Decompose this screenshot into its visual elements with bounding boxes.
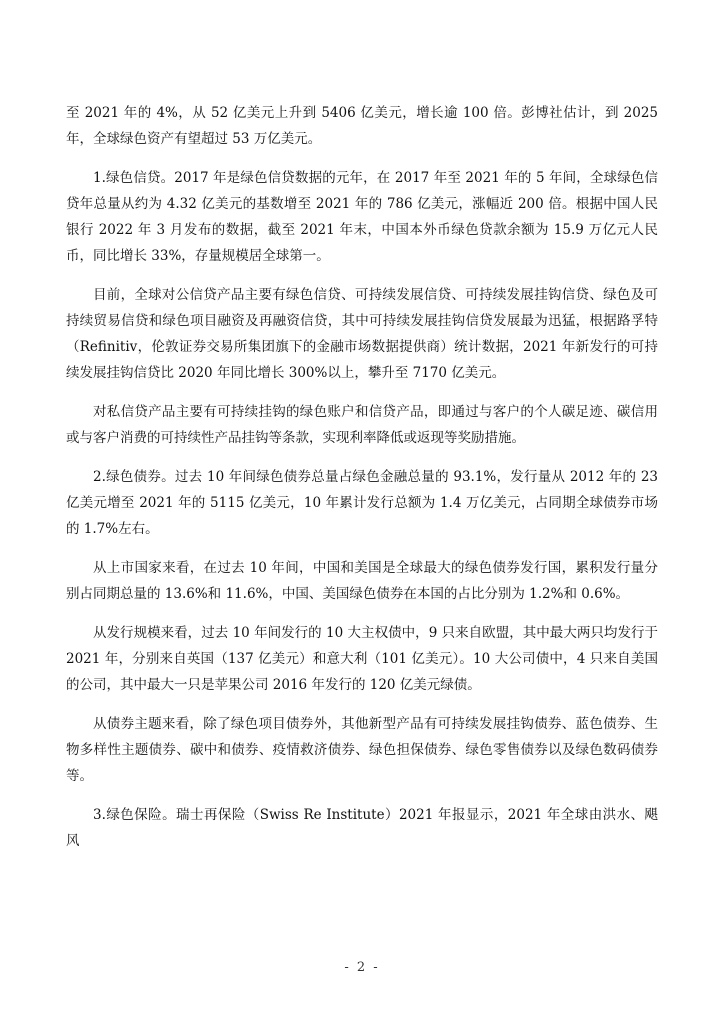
- paragraph-green-bonds: 2.绿色债券。过去 10 年间绿色债券总量占绿色金融总量的 93.1%，发行量从 2012 年的 23 亿美元增至 2021 年的 5115 亿美元，10 年累计发行总额为 1.4 万亿美元，占同期全球债券市场的 1.7%左右。: [66, 469, 658, 537]
- paragraph-bond-themes: 从债券主题来看，除了绿色项目债券外，其他新型产品有可持续发展挂钩债券、蓝色债券、生物多样性主题债券、碳中和债券、疫情救济债券、绿色担保债券、绿色零售债券以及绿色数码债券等。: [66, 716, 658, 784]
- paragraph-issuing-countries: 从上市国家来看，在过去 10 年间，中国和美国是全球最大的绿色债券发行国，累积发行量分别占同期总量的 13.6%和 11.6%，中国、美国绿色债券在本国的占比分别为 1.2%和 0.6%。: [66, 560, 658, 602]
- paragraph-green-insurance: 3.绿色保险。瑞士再保险（Swiss Re Institute）2021 年报显示，2021 年全球由洪水、飓风: [66, 807, 658, 849]
- paragraph-corporate-credit: 目前，全球对公信贷产品主要有绿色信贷、可持续发展信贷、可持续发展挂钩信贷、绿色及可持续贸易信贷和绿色项目融资及再融资信贷，其中可持续发展挂钩信贷发展最为迅猛，根据路孚特（Refinitiv，伦敦证券交易所集团旗下的金融市场数据提供商）统计数据，2021 年新发行的可持续发展挂钩信贷比 2020 年同比增长 300%以上，攀升至 7170 亿美元。: [66, 287, 658, 381]
- paragraph-personal-credit: 对私信贷产品主要有可持续挂钩的绿色账户和信贷产品，即通过与客户的个人碳足迹、碳信用或与客户消费的可持续性产品挂钩等条款，实现利率降低或返现等奖励措施。: [66, 404, 658, 446]
- paragraph-continuation: 至 2021 年的 4%，从 52 亿美元上升到 5406 亿美元，增长逾 100 倍。彭博社估计，到 2025 年，全球绿色资产有望超过 53 万亿美元。: [66, 105, 658, 147]
- page-number: - 2 -: [344, 960, 380, 975]
- paragraph-green-credit: 1.绿色信贷。2017 年是绿色信贷数据的元年，在 2017 年至 2021 年的 5 年间，全球绿色信贷年总量从约为 4.32 亿美元的基数增至 2021 年的 786 亿美元，涨幅近 200 倍。根据中国人民银行 2022 年 3 月发布的数据，截至 2021 年末，中国本外币绿色贷款余额为 15.9 万亿元人民币，同比增长 33%，存量规模居全球第一。: [66, 170, 658, 264]
- paragraph-issuance-scale: 从发行规模来看，过去 10 年间发行的 10 大主权债中，9 只来自欧盟，其中最大两只均发行于 2021 年，分别来自英国（137 亿美元）和意大利（101 亿美元）。10 大公司债中，4 只来自美国的公司，其中最大一只是苹果公司 2016 年发行的 120 亿美元绿债。: [66, 625, 658, 693]
- body-text: [66, 100, 658, 867]
